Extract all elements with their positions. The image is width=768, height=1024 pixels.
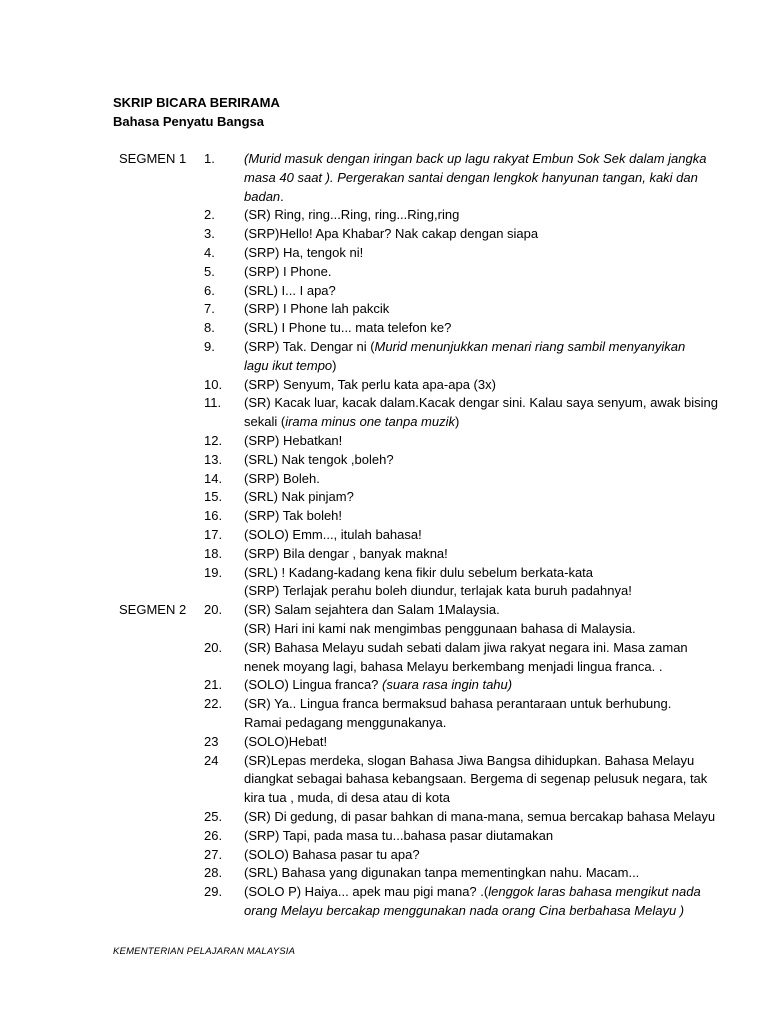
text-line — [244, 451, 744, 470]
text-line — [244, 564, 744, 583]
text-run: (SR) Salam sejahtera dan Salam 1Malaysia. — [244, 602, 500, 618]
text-line — [244, 902, 744, 921]
text-line — [244, 545, 744, 564]
text-run: (SR) Ya.. Lingua franca bermaksud bahasa perantaraan untuk berhubung. — [244, 696, 672, 712]
text-run: (SRP) Senyum, Tak perlu kata apa-apa (3x) — [244, 376, 496, 392]
text-run: (SRL) Nak tengok ,boleh? — [244, 451, 394, 467]
line-number: 17. — [204, 527, 223, 542]
text-run: ) — [455, 414, 460, 430]
line-number: 20. — [204, 639, 223, 655]
line-number: 5. — [204, 263, 215, 279]
dialogue-text — [244, 376, 744, 395]
text-run: badan — [244, 188, 281, 204]
dialogue-text — [244, 338, 744, 376]
text-run: nenek moyang lagi, bahasa Melayu berkembang menjadi lingua franca. . — [244, 658, 663, 674]
text-line — [244, 582, 744, 601]
text-run: (SRP) Terlajak perahu boleh diundur, terlajak kata buruh padahnya! — [244, 583, 632, 599]
text-line — [244, 263, 744, 282]
text-line — [244, 338, 744, 357]
text-line — [244, 601, 744, 620]
text-run: (SRP)Hello! Apa Khabar? Nak cakap dengan siapa — [244, 226, 539, 242]
text-line — [244, 789, 744, 808]
dialogue-text — [244, 451, 744, 470]
line-number: 28. — [204, 865, 223, 881]
text-line — [244, 413, 744, 432]
text-run: (SOLO) Bahasa pasar tu apa? — [244, 846, 420, 862]
dialogue-text — [244, 282, 744, 301]
text-run: (SRP) Ha, tengok ni! — [244, 245, 364, 260]
text-run: (SRP) Boleh. — [244, 470, 320, 486]
text-run: (SR)Lepas merdeka, slogan Bahasa Jiwa Bangsa dihidupkan. Bahasa Melayu — [244, 752, 695, 768]
text-run: ) — [332, 357, 337, 373]
document-title: SKRIP BICARA BERIRAMA — [113, 95, 280, 110]
text-run: (SRP) I Phone lah pakcik — [244, 301, 390, 317]
dialogue-text — [244, 864, 744, 883]
dialogue-text — [244, 827, 744, 846]
line-number: 11. — [204, 395, 222, 411]
text-line — [244, 188, 744, 207]
line-number: 22. — [204, 696, 223, 712]
text-run: (suara rasa ingin tahu) — [382, 677, 513, 693]
text-run: (SRP) Tak boleh! — [244, 508, 343, 524]
line-number: 10. — [204, 376, 223, 392]
text-line — [244, 244, 744, 263]
dialogue-text — [244, 695, 744, 733]
text-line — [244, 169, 744, 188]
line-number: 1. — [204, 151, 215, 166]
text-run: (SRL) I Phone tu... mata telefon ke? — [244, 320, 452, 336]
dialogue-text — [244, 526, 744, 545]
text-run: Ramai pedagang menggunakanya. — [244, 714, 447, 730]
dialogue-text — [244, 206, 744, 225]
text-line — [244, 357, 744, 376]
text-run: (SOLO)Hebat! — [244, 733, 328, 749]
text-run: (SRL) ! Kadang-kadang kena fikir dulu sebelum berkata-kata — [244, 564, 594, 580]
text-run: masa 40 saat ). Pergerakan santai dengan lengkok hanyunan tangan, kaki dan — [244, 169, 698, 185]
text-run: (SRP) Tapi, pada masa tu...bahasa pasar diutamakan — [244, 827, 554, 843]
document-subtitle: Bahasa Penyatu Bangsa — [113, 114, 265, 129]
line-number: 18. — [204, 545, 223, 561]
dialogue-text — [244, 470, 744, 489]
line-number: 12. — [204, 433, 223, 448]
dialogue-text — [244, 733, 744, 752]
line-number: 14. — [204, 470, 223, 486]
dialogue-text — [244, 676, 744, 695]
text-run: (SRL) I... I apa? — [244, 282, 336, 298]
line-number: 13. — [204, 451, 223, 467]
text-run: (SR) Ring, ring...Ring, ring...Ring,ring — [244, 207, 460, 223]
text-run: (SRL) Bahasa yang digunakan tanpa mementingkan nahu. Macam... — [244, 865, 640, 881]
text-run: (SR) Kacak luar, kacak dalam.Kacak dengar sini. Kalau saya senyum, awak bising — [244, 395, 719, 411]
text-run: . — [280, 188, 284, 204]
line-number: 29. — [204, 884, 223, 900]
text-line — [244, 883, 744, 902]
line-number: 6. — [204, 282, 215, 298]
dialogue-text — [244, 488, 744, 507]
text-run: (SR) Bahasa Melayu sudah sebati dalam jiwa rakyat negara ini. Masa zaman — [244, 639, 688, 655]
text-line — [244, 770, 744, 789]
page-footer: KEMENTERIAN PELAJARAN MALAYSIA — [113, 946, 296, 957]
dialogue-text — [244, 507, 744, 526]
dialogue-text — [244, 808, 744, 827]
dialogue-text — [244, 752, 744, 808]
text-line — [244, 376, 744, 395]
text-run: (Murid masuk dengan iringan back up lagu rakyat Embun Sok Sek dalam jangka — [244, 151, 707, 166]
text-line — [244, 733, 744, 752]
text-line — [244, 394, 744, 413]
line-number: 27. — [204, 846, 223, 862]
dialogue-text — [244, 225, 744, 244]
dialogue-text — [244, 846, 744, 865]
text-line — [244, 282, 744, 301]
line-number: 25. — [204, 809, 223, 824]
line-number: 15. — [204, 489, 223, 505]
text-line — [244, 432, 744, 451]
text-line — [244, 470, 744, 489]
line-number: 16. — [204, 508, 223, 524]
text-line — [244, 225, 744, 244]
text-line — [244, 507, 744, 526]
line-number: 7. — [204, 301, 215, 317]
text-line — [244, 846, 744, 865]
text-line — [244, 808, 744, 827]
text-line — [244, 526, 744, 545]
text-run: (SR) Hari ini kami nak mengimbas penggunaan bahasa di Malaysia. — [244, 620, 636, 636]
line-number: 23 — [204, 733, 219, 749]
line-number: 20. — [204, 602, 223, 618]
line-number: 4. — [204, 245, 215, 260]
text-line — [244, 620, 744, 639]
text-line — [244, 639, 744, 658]
text-run: Murid menunjukkan menari riang sambil menyanyikan — [374, 339, 686, 354]
text-run: (SRL) Nak pinjam? — [244, 489, 354, 505]
text-run: (SOLO) Emm..., itulah bahasa! — [244, 527, 422, 542]
dialogue-text — [244, 883, 744, 921]
text-run: (SR) Di gedung, di pasar bahkan di mana-mana, semua bercakap bahasa Melayu — [244, 809, 716, 824]
text-line — [244, 300, 744, 319]
line-number: 8. — [204, 320, 215, 336]
dialogue-text — [244, 639, 744, 677]
segment-label: SEGMEN 1 — [119, 151, 187, 166]
text-line — [244, 150, 744, 169]
dialogue-text — [244, 564, 744, 602]
dialogue-text — [244, 244, 744, 263]
text-line — [244, 864, 744, 883]
dialogue-text — [244, 601, 744, 639]
text-run: irama minus one tanpa muzik — [285, 414, 455, 430]
text-run: (SRP) I Phone. — [244, 263, 332, 279]
line-number: 9. — [204, 339, 215, 354]
text-run: (SRP) Hebatkan! — [244, 433, 343, 448]
text-run: diangkat sebagai bahasa kebangsaan. Bergema di segenap pelusuk negara, tak — [244, 771, 708, 787]
dialogue-text — [244, 394, 744, 432]
text-line — [244, 752, 744, 771]
text-run: lagu ikut tempo — [244, 357, 333, 373]
dialogue-text — [244, 432, 744, 451]
text-run: orang Melayu bercakap menggunakan nada orang Cina berbahasa Melayu ) — [244, 902, 685, 918]
text-run: kira tua , muda, di desa atau di kota — [244, 790, 450, 806]
dialogue-text — [244, 545, 744, 564]
text-line — [244, 319, 744, 338]
text-line — [244, 827, 744, 846]
line-number: 24 — [204, 752, 219, 768]
text-run: (SRP) Tak. Dengar ni ( — [244, 339, 375, 354]
dialogue-text — [244, 319, 744, 338]
line-number: 21. — [204, 677, 223, 693]
text-run: lenggok laras bahasa mengikut nada — [488, 884, 701, 900]
text-line — [244, 676, 744, 695]
line-number: 2. — [204, 207, 215, 223]
dialogue-text — [244, 300, 744, 319]
text-run: (SOLO P) Haiya... apek mau pigi mana? .( — [244, 884, 489, 900]
text-run: (SRP) Bila dengar , banyak makna! — [244, 545, 448, 561]
text-line — [244, 488, 744, 507]
text-line — [244, 658, 744, 677]
text-line — [244, 206, 744, 225]
text-run: sekali ( — [244, 414, 286, 430]
text-line — [244, 695, 744, 714]
text-line — [244, 714, 744, 733]
dialogue-text — [244, 263, 744, 282]
line-number: 3. — [204, 226, 215, 242]
text-run: (SOLO) Lingua franca? — [244, 677, 383, 693]
segment-label: SEGMEN 2 — [119, 602, 187, 618]
dialogue-text — [244, 150, 744, 206]
line-number: 19. — [204, 564, 223, 580]
line-number: 26. — [204, 827, 223, 843]
